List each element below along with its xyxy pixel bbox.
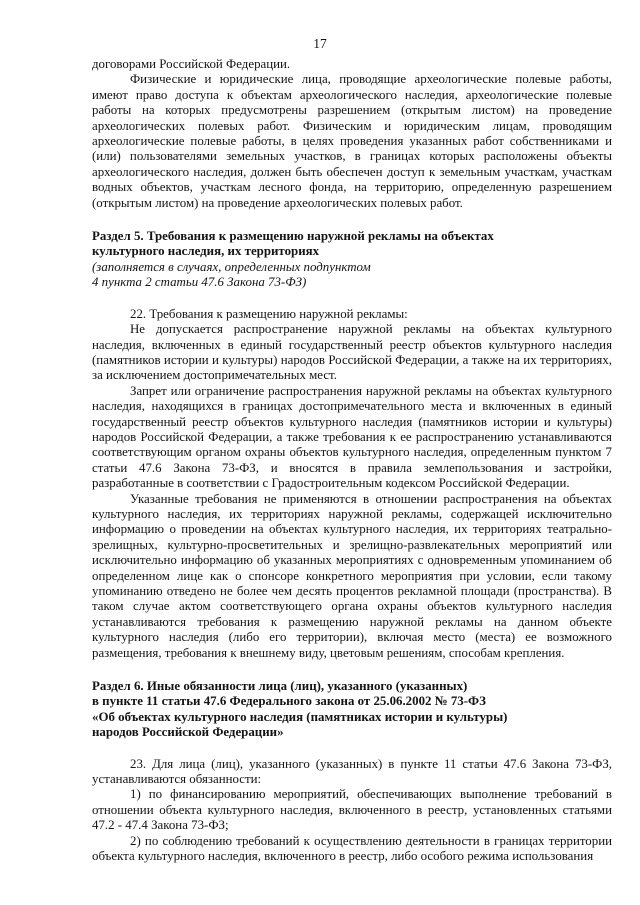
paragraph-23-heading: 23. Для лица (лиц), указанного (указанных) в пункте 11 статьи 47.6 Закона 73-ФЗ, устанавливаются обязанности: [92, 756, 612, 787]
section5-note-line1: (заполняется в случаях, определенных подпунктом [92, 259, 371, 274]
section6-title-line2: в пункте 11 статьи 47.6 Федерального закона от 25.06.2002 № 73-ФЗ [92, 694, 486, 709]
paragraph-23-item2: 2) по соблюдению требований к осуществлению деятельности в границах территории объекта культурного наследия, включенного в реестр, либо особого режима использования [92, 833, 612, 864]
paragraph-22-prohibition: Не допускается распространение наружной рекламы на объектах культурного наследия, включенных в единый государственный реестр объектов культурного наследия (памятников истории и культуры) народов Российской Федерации, а также на их территориях, за исключением достопримечательных мест. [92, 322, 612, 383]
page-number: 17 [313, 36, 327, 51]
paragraph-22-restriction: Запрет или ограничение распространения наружной рекламы на объектах культурного наследия, находящихся в границах достопримечательного места и включенных в единый государственный реестр объектов культурного наследия (памятников истории и культуры) народов Российской Федерации, а также требования к ее распространению устанавливаются соответствующим органом охраны объектов культурного наследия, определенным пунктом 7 статьи 47.6 Закона 73-ФЗ, и вносятся в правила землепользования и застройки, разработанные в соответствии с Градостроительным кодексом Российской Федерации. [92, 383, 612, 491]
section5-note-line2: 4 пункта 2 статьи 47.6 Закона 73-ФЗ) [92, 275, 307, 290]
spacer [92, 211, 612, 229]
section6-title-line3: «Об объектах культурного наследия (памятниках истории и культуры) [92, 709, 508, 724]
paragraph-23-item1: 1) по финансированию мероприятий, обеспечивающих выполнение требований в отношении объекта культурного наследия, включенного в реестр, установленных статьями 47.2 - 47.4 Закона 73-ФЗ; [92, 787, 612, 833]
paragraph-22-exceptions: Указанные требования не применяются в отношении распространения на объектах культурного наследия, их территориях наружной рекламы, содержащей исключительно информацию о проведении на объектах культурного наследия, их территориях театрально-зрелищных, культурно-просветительных и зрелищно-развлекательных мероприятий или исключительно информацию об указанных мероприятиях с одновременным упоминанием об определенном лице как о спонсоре конкретного мероприятия при условии, если такому упоминанию отведено не более чем десять процентов рекламной площади (пространства). В таком случае актом соответствующего органа охраны объектов культурного наследия устанавливаются требования к размещению наружной рекламы на данном объекте культурного наследия (либо его территории), включая место (места) ее возможного размещения, требования к внешнему виду, цветовым решениям, способам крепления. [92, 491, 612, 660]
paragraph-archaeological-access: Физические и юридические лица, проводящие археологические полевые работы, имеют право доступа к объектам археологического наследия, археологические полевые работы на которых предусмотрены разрешением (открытым листом) на проведение археологических полевых работ. Физическим и юридическим лицам, проводящим археологические полевые работы, в целях проведения указанных работ собственниками и (или) пользователями земельных участков, в границах которых расположены объекты археологического наследия, должен быть обеспечен доступ к земельным участкам, участкам водных объектов, участкам лесного фонда, на территорию, определенную разрешением (открытым листом) на проведение археологических полевых работ. [92, 72, 612, 210]
section6-title-line1: Раздел 6. Иные обязанности лица (лиц), указанного (указанных) [92, 679, 468, 694]
spacer [92, 661, 612, 679]
paragraph-continuation: договорами Российской Федерации. [92, 57, 291, 71]
paragraph-22-heading: 22. Требования к размещению наружной рекламы: [130, 306, 408, 321]
section6-title-line4: народов Российской Федерации» [92, 725, 284, 740]
spacer [92, 741, 612, 757]
document-body [92, 57, 612, 865]
spacer [92, 291, 612, 307]
section5-title-line1: Раздел 5. Требования к размещению наружной рекламы на объектах [92, 229, 494, 244]
section5-title-line2: культурного наследия, их территориях [92, 244, 320, 259]
